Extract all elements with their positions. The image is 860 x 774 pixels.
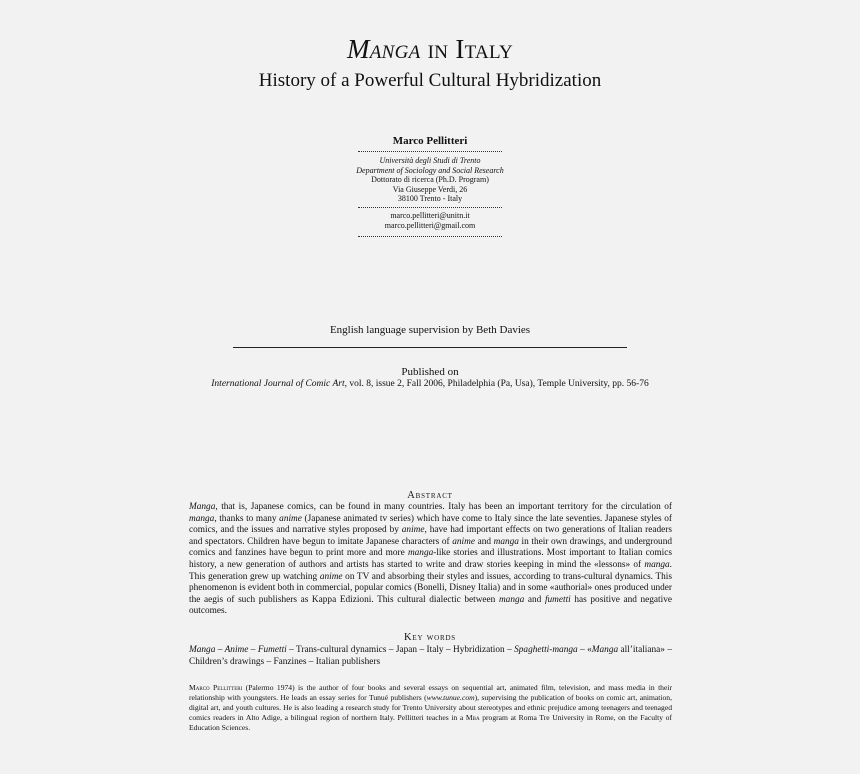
title-word-manga: Manga: [346, 34, 421, 64]
title-word-italy: Italy: [455, 34, 514, 64]
affiliation-line: Department of Sociology and Social Research: [356, 165, 504, 175]
keywords-list: Manga – Anime – Fumetti – Trans-cultural dynamics – Japan – Italy – Hybridization – Spaghetti-manga – «Manga all’italiana» – Children’s drawings – Fanzines – Italian publishers: [189, 645, 672, 667]
email-link[interactable]: marco.pellitteri@unitn.it: [390, 211, 470, 220]
author-emails: [0, 211, 860, 230]
title-word-in: in: [427, 34, 449, 64]
keywords-heading: Key words: [403, 632, 457, 643]
author-bio: Marco Pellitteri (Palermo 1974) is the author of four books and several essays on sequential art, animated film, television, and mass media in their relationship with youngsters. He leads an essay series for Tunué publishers (www.tunue.com), supervising the publication of books on comic art, animation, digital art, and youth cultures. He is also leading a research study for Trento University about stereotypes and ethnic prejudice among teenagers and teenaged comics readers in Alto Adige, a bilingual region of northern Italy. Pellitteri teaches in a Mba program at Roma Tre University in Rome, on the Faculty of Education Sciences.: [189, 683, 673, 732]
publication-details: , vol. 8, issue 2, Fall 2006, Philadelphia (Pa, Usa), Temple University, pp. 56-76: [344, 379, 649, 389]
dotted-divider: [358, 236, 502, 237]
affiliation-line: Università degli Studi di Trento: [379, 156, 481, 165]
affiliation-line: Via Giuseppe Verdi, 26: [392, 184, 468, 194]
dotted-divider: [358, 207, 502, 208]
email-link[interactable]: marco.pellitteri@gmail.com: [384, 220, 476, 230]
paper-subtitle: History of a Powerful Cultural Hybridization: [258, 70, 602, 91]
author-name: Marco Pellitteri: [392, 135, 468, 147]
author-affiliation: [0, 156, 860, 204]
abstract-body: Manga, that is, Japanese comics, can be found in many countries. Italy has been an important territory for the circulation of manga, thanks to many anime (Japanese animated tv series) which have come to Italy since the late seventies. Japanese styles of comics, and the issues and narrative styles proposed by anime, have had important effects on two generations of Italian readers and spectators. Children have begun to imitate Japanese characters of anime and manga in their own drawings, and underground comics and fanzines have begun to print more and more manga-like stories and illustrations. Most important to Italian comics history, a new generation of authors and artists has started to write and draw stories keeping in mind the «lessons» of manga. This generation grew up watching anime on TV and absorbing their styles and issues, according to trans-cultural dynamics. This phenomenon is evident both in commercial, popular comics (Bonelli, Disney Italia) and in some «authorial» ones produced under the aegis of such publishers as Kappa Edizioni. This cultural dialectic between manga and fumetti has positive and negative outcomes.: [189, 502, 672, 617]
affiliation-line: 38100 Trento - Italy: [397, 194, 463, 203]
publication-reference: [0, 379, 860, 389]
affiliation-line: Dottorato di ricerca (Ph.D. Program): [371, 175, 489, 184]
journal-name: International Journal of Comic Art: [211, 379, 345, 389]
language-supervision: English language supervision by Beth Davies: [329, 324, 531, 336]
horizontal-rule: [233, 347, 627, 348]
paper-title: [0, 34, 860, 65]
dotted-divider: [358, 151, 502, 152]
abstract-heading: Abstract: [407, 490, 453, 501]
published-on-heading: Published on: [401, 366, 459, 378]
